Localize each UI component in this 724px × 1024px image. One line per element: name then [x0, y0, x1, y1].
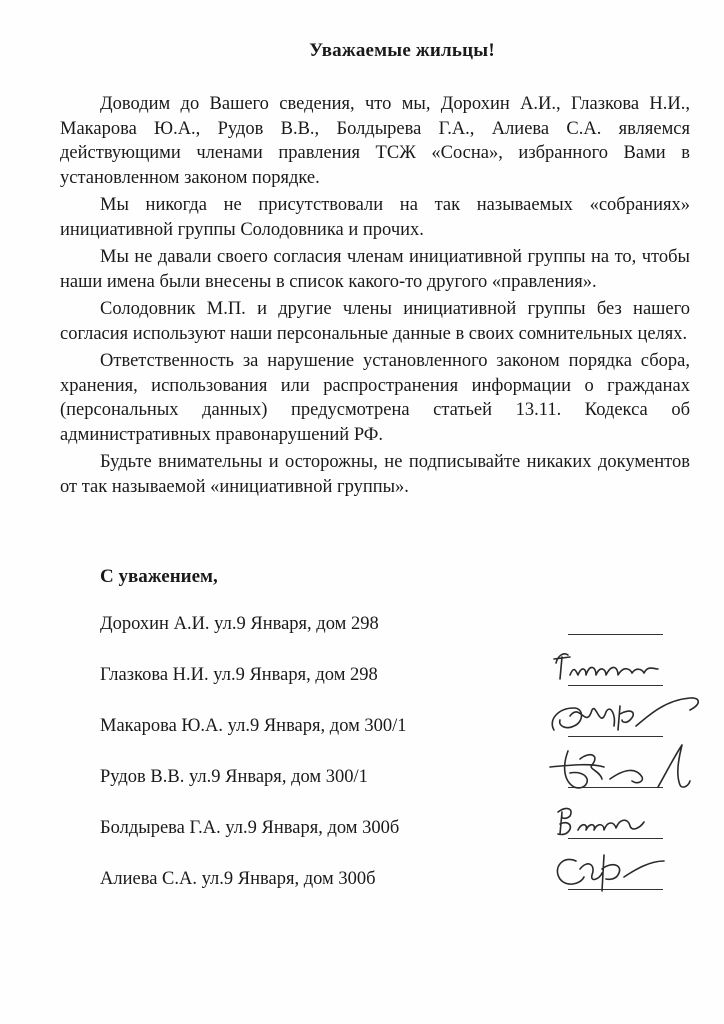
signatory-name-address: Глазкова Н.И. ул.9 Января, дом 298	[100, 665, 378, 685]
signatory-row	[100, 869, 700, 920]
signatory-name-address: Рудов В.В. ул.9 Января, дом 300/1	[100, 767, 368, 787]
paragraph: Ответственность за нарушение установленного законом порядка сбора, хранения, использования или распространения информации о гражданах (персональных данных) предусмотрена статьей 13.11. Кодекса об административных правонарушений РФ.	[60, 351, 690, 445]
signatory-name-address: Дорохин А.И. ул.9 Января, дом 298	[100, 614, 379, 634]
signatory-name-address: Болдырева Г.А. ул.9 Января, дом 300б	[100, 818, 400, 838]
paragraph: Солодовник М.П. и другие члены инициативной группы без нашего согласия используют наши персональные данные в своих сомнительных целях.	[60, 299, 690, 344]
paragraph: Доводим до Вашего сведения, что мы, Дорохин А.И., Глазкова Н.И., Макарова Ю.А., Рудов В.В., Болдырева Г.А., Алиева С.А. являемся действующими членами правления ТСЖ «Сосна», избранного Вами в установленном законом порядке.	[60, 94, 690, 188]
signatory-name-address: Алиева С.А. ул.9 Января, дом 300б	[100, 869, 376, 889]
paragraph: Мы никогда не присутствовали на так называемых «собраниях» инициативной группы Солодовника и прочих.	[60, 195, 690, 240]
paragraph: Будьте внимательны и осторожны, не подписывайте никаких документов от так называемой «инициативной группы».	[60, 452, 690, 497]
letter-body	[60, 92, 690, 502]
signatory-list	[100, 614, 700, 920]
paragraph: Мы не давали своего согласия членам инициативной группы на то, чтобы наши имена были внесены в список какого-то другого «правления».	[60, 247, 690, 292]
closing-greeting: С уважением,	[100, 566, 218, 587]
letter-title: Уважаемые жильцы!	[309, 40, 495, 61]
handwritten-signature	[540, 839, 710, 899]
signatory-name-address: Макарова Ю.А. ул.9 Января, дом 300/1	[100, 716, 407, 736]
